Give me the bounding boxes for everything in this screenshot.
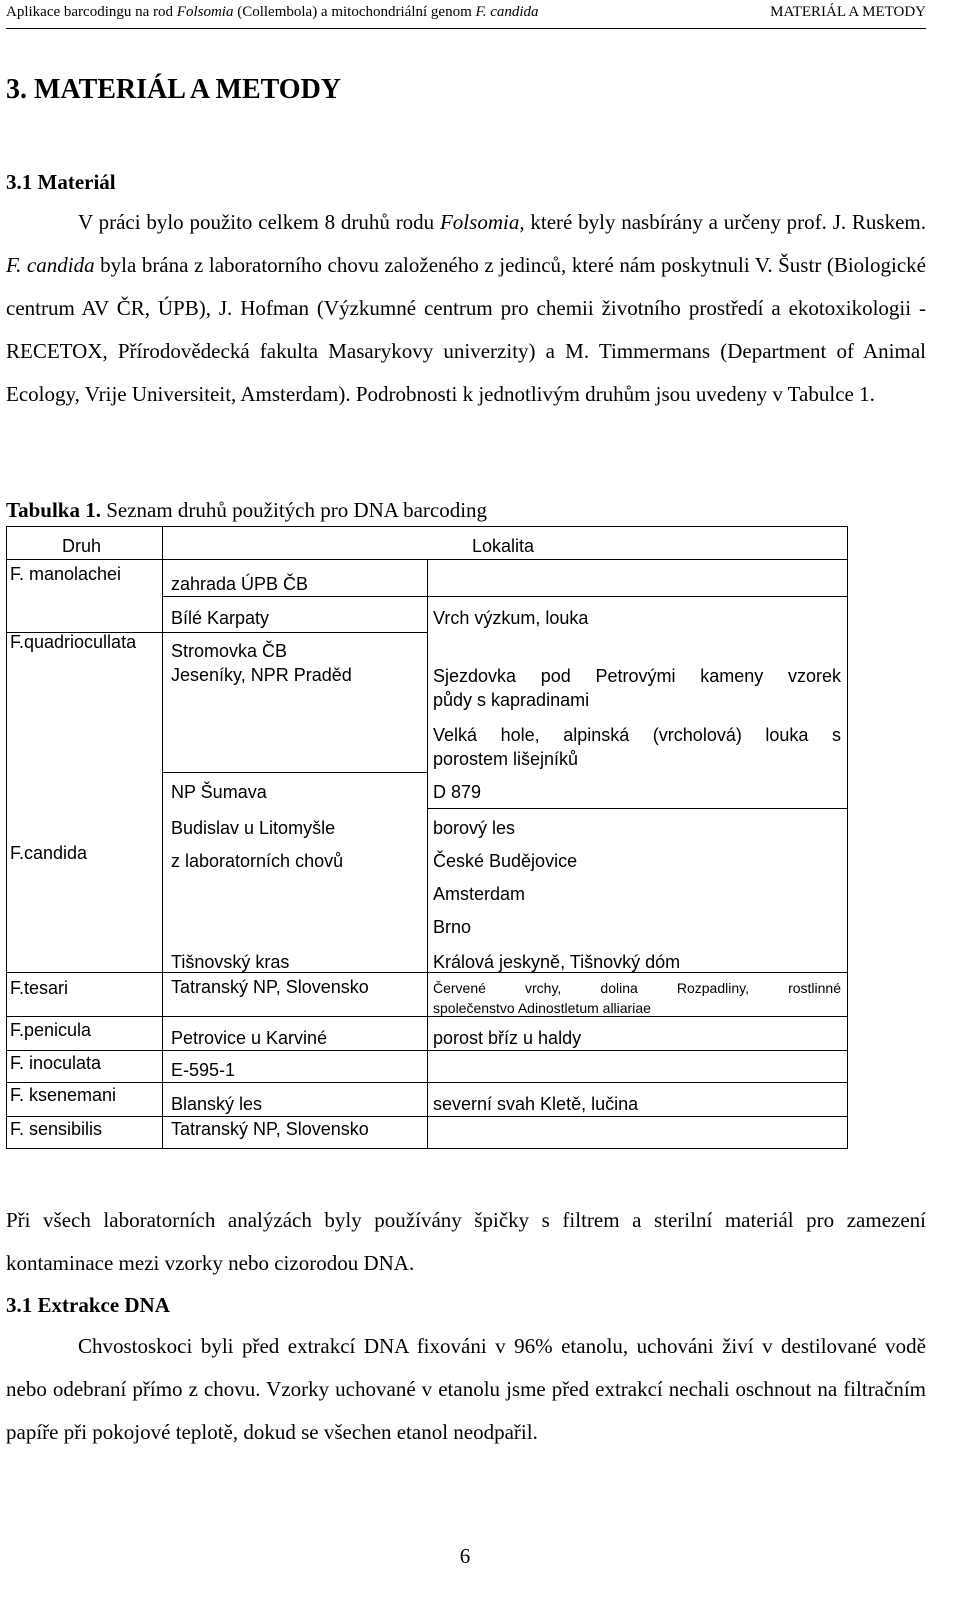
header-lokalita: Lokalita [472, 536, 535, 556]
material-text: byla brána z laboratorního chovu založeného z jedinců, které nám poskytnuli V. Šustr (Biologické centrum AV ČR, ÚPB), J. Hofman (Výzkumné centrum pro chemii životního prostředí a ekotoxikologii - RECETOX, Přírodovědecká fakulta Masarykovy univerzity) a M. Timmermans (Department of Animal Ecology, Vrije Universiteit, Amsterdam). Podrobnosti k jednotlivým druhům jsou uvedeny v Tabulce 1. [6, 253, 926, 406]
locality-detail-cell: Brno [433, 917, 472, 937]
locality-cell: Budislav u Litomyšle [171, 818, 336, 838]
material-text: , které byly nasbírány a určeny prof. J. Ruskem. [519, 210, 926, 234]
species-cell: F.tesari [10, 978, 69, 998]
species-cell: F.quadriocullata [10, 632, 137, 652]
page-number: 6 [459, 1544, 471, 1568]
material-paragraph [6, 201, 926, 416]
locality-cell: Tatranský NP, Slovensko [171, 1119, 369, 1139]
locality-detail-cell: borový les [433, 818, 516, 838]
locality-detail-line: společenstvo Adinostletum alliariae [433, 1000, 651, 1016]
locality-detail-line: Velká hole, alpinská (vrcholová) louka s [433, 725, 841, 745]
locality-detail-cell [433, 978, 841, 1018]
species-cell: F.penicula [10, 1020, 92, 1040]
locality-cell: Blanský les [171, 1094, 263, 1114]
locality-detail-cell: Vrch výzkum, louka [433, 608, 589, 628]
locality-cell: Petrovice u Karviné [171, 1028, 328, 1048]
locality-detail-cell: Králová jeskyně, Tišnovký dóm [433, 952, 681, 972]
header-section: MATERIÁL A METODY [770, 4, 926, 20]
locality-detail-line: Červené vrchy, dolina Rozpadliny, rostlinné [433, 980, 841, 996]
species-cell: F. manolachei [10, 564, 122, 584]
species-cell: F.candida [10, 843, 88, 863]
header-title-part: Aplikace barcodingu na rod [6, 4, 177, 20]
locality-detail-cell: severní svah Kletě, lučina [433, 1094, 639, 1114]
chapter-title: 3. MATERIÁL A METODY [6, 74, 342, 105]
locality-cell: Jeseníky, NPR Praděd [171, 665, 352, 685]
locality-detail-line: půdy s kapradinami [433, 690, 590, 710]
locality-detail-cell: porost bříz u haldy [433, 1028, 582, 1048]
running-header [6, 2, 926, 29]
header-title [6, 4, 539, 21]
species-cell: F. inoculata [10, 1053, 102, 1073]
header-title-part: (Collembola) a mitochondriální genom [233, 4, 476, 20]
table-caption-label: Tabulka 1. [6, 498, 101, 522]
species-table [6, 526, 848, 1150]
table-caption-text: Seznam druhů použitých pro DNA barcoding [100, 498, 488, 522]
table-caption [6, 498, 487, 523]
locality-cell: Tišnovský kras [171, 952, 290, 972]
extraction-paragraph [6, 1325, 926, 1454]
locality-detail-cell: D 879 [433, 782, 482, 802]
locality-cell: z laboratorních chovů [171, 851, 344, 871]
section-title-extraction: 3.1 Extrakce DNA [6, 1293, 170, 1317]
material-genus: Folsomia [439, 210, 520, 234]
header-genus: Folsomia [176, 4, 234, 20]
material-species: F. candida [6, 253, 95, 277]
locality-detail-cell: České Budějovice [433, 851, 578, 871]
section-title-material: 3.1 Materiál [6, 170, 116, 194]
locality-cell: E-595-1 [171, 1060, 236, 1080]
locality-detail-line: Sjezdovka pod Petrovými kameny vzorek [433, 666, 841, 686]
locality-cell: NP Šumava [171, 782, 267, 802]
locality-cell: Tatranský NP, Slovensko [171, 977, 369, 997]
locality-detail-line: porostem lišejníků [433, 749, 579, 769]
locality-detail-cell [433, 664, 841, 712]
header-species: F. candida [475, 4, 539, 20]
locality-cell: zahrada ÚPB ČB [171, 574, 309, 594]
material-text: V práci bylo použito celkem 8 druhů rodu [78, 210, 440, 234]
locality-cell: Stromovka ČB [171, 641, 288, 661]
lab-paragraph: Při všech laboratorních analýzách byly používány špičky s filtrem a sterilní materiál pro zamezení kontaminace mezi vzorky nebo cizorodou DNA. [6, 1208, 926, 1275]
locality-detail-cell: Amsterdam [433, 884, 526, 904]
header-druh: Druh [62, 536, 102, 556]
locality-cell: Bílé Karpaty [171, 608, 270, 628]
species-cell: F. ksenemani [10, 1085, 117, 1105]
extraction-text: Chvostoskoci byli před extrakcí DNA fixováni v 96% etanolu, uchováni živí v destilované vodě nebo odebraní přímo z chovu. Vzorky uchované v etanolu jsme před extrakcí nechali oschnout na filtračním papíře při pokojové teplotě, dokud se všechen etanol neodpařil. [6, 1334, 926, 1444]
locality-detail-cell [433, 723, 841, 771]
species-cell: F. sensibilis [10, 1119, 103, 1139]
